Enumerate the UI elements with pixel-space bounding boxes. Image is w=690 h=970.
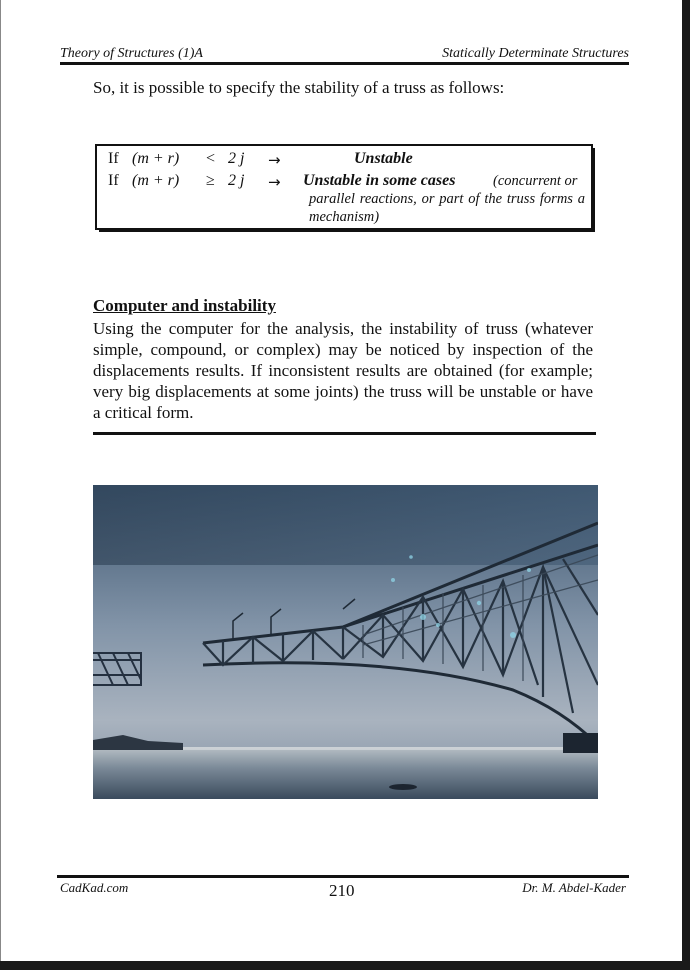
condition-if: If	[108, 150, 119, 167]
page-number: 210	[329, 881, 355, 900]
condition-rhs: 2 j	[228, 150, 245, 167]
condition-operator: <	[206, 150, 216, 167]
header-chapter-title: Statically Determinate Structures	[442, 46, 629, 61]
header-course-title: Theory of Structures (1)A	[60, 46, 203, 61]
condition-expression: (m + r)	[132, 172, 180, 189]
condition-operator: ≥	[206, 172, 215, 189]
condition-note-start: (concurrent or	[493, 173, 578, 189]
bridge-photo	[93, 485, 598, 799]
condition-row	[108, 172, 588, 192]
arrow-icon: →	[268, 151, 281, 169]
condition-row	[108, 150, 588, 170]
condition-rhs: 2 j	[228, 172, 245, 189]
section-rule	[93, 432, 596, 435]
page-shadow-bottom	[0, 961, 690, 970]
arrow-icon: →	[268, 173, 281, 191]
footer-website: CadKad.com	[60, 880, 129, 895]
page-edge	[0, 0, 1, 962]
running-header	[60, 46, 629, 62]
page-shadow-right	[682, 0, 690, 970]
stability-condition-box	[95, 144, 593, 230]
section-heading: Computer and instability	[93, 296, 276, 315]
intro-paragraph: So, it is possible to specify the stability of a truss as follows:	[93, 78, 505, 97]
condition-if: If	[108, 172, 119, 189]
condition-expression: (m + r)	[132, 150, 180, 167]
condition-result: Unstable in some cases	[303, 172, 456, 189]
section-paragraph: Using the computer for the analysis, the instability of truss (whatever simple, compound, or complex) may be noticed by inspection of the displacements results. If inconsistent results are obtained (for example; very big displacements at some joints) the truss will be unstable or have a critical form.	[93, 319, 593, 422]
footer-rule	[57, 875, 629, 878]
header-rule	[60, 62, 629, 65]
condition-note-continuation: parallel reactions, or part of the truss forms a mechanism)	[309, 191, 585, 225]
condition-result: Unstable	[354, 150, 413, 167]
footer-author: Dr. M. Abdel-Kader	[522, 880, 626, 895]
